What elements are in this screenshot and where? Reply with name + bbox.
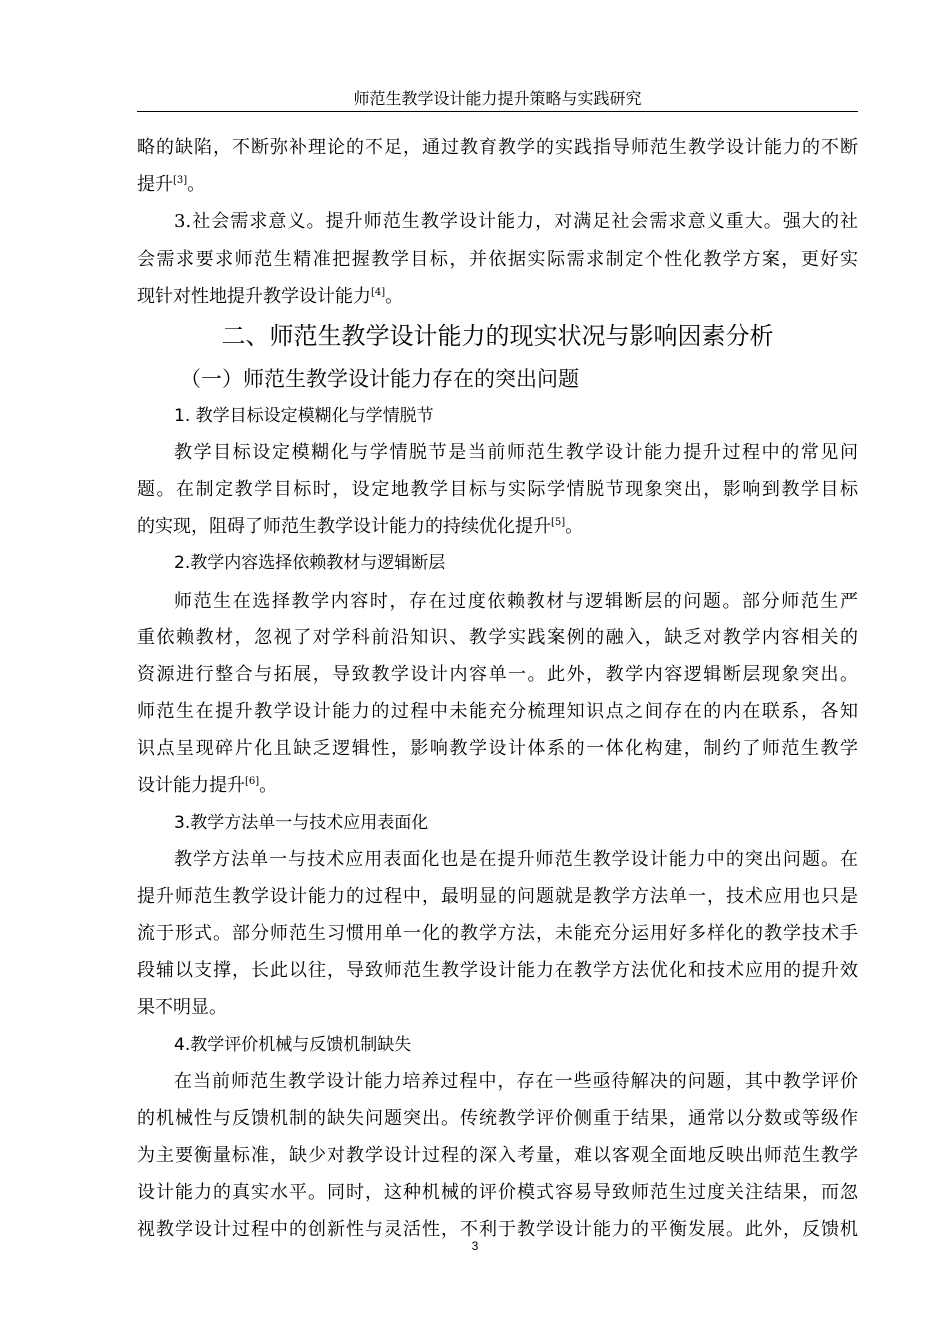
body-line: 的实现，阻碍了师范生教学设计能力的持续优化提升[5]。 (137, 516, 584, 537)
item-heading: 2.教学内容选择依赖教材与逻辑断层 (174, 553, 446, 573)
body-line: 教学目标设定模糊化与学情脱节是当前师范生教学设计能力提升过程中的常见问 (174, 442, 858, 463)
body-line: 在当前师范生教学设计能力培养过程中，存在一些亟待解决的问题，其中教学评价 (174, 1071, 858, 1092)
body-line: 设计能力的真实水平。同时，这种机械的评价模式容易导致师范生过度关注结果，而忽 (137, 1182, 858, 1203)
body-line: 提升师范生教学设计能力的过程中，最明显的问题就是教学方法单一，技术应用也只是 (137, 886, 858, 907)
body-line: 的机械性与反馈机制的缺失问题突出。传统教学评价侧重于结果，通常以分数或等级作 (137, 1108, 858, 1129)
body-line: 为主要衡量标准，缺少对教学设计过程的深入考量，难以客观全面地反映出师范生教学 (137, 1145, 858, 1166)
item-heading: 1. 教学目标设定模糊化与学情脱节 (174, 406, 434, 426)
citation: [4] (371, 287, 386, 298)
body-line: 识点呈现碎片化且缺乏逻辑性，影响教学设计体系的一体化构建，制约了师范生教学 (137, 738, 858, 759)
header-rule (137, 111, 858, 112)
item-heading: 3.教学方法单一与技术应用表面化 (174, 813, 429, 833)
body-line: 视教学设计过程中的创新性与灵活性，不利于教学设计能力的平衡发展。此外，反馈机 (137, 1219, 858, 1240)
body-line: 略的缺陷，不断弥补理论的不足，通过教育教学的实践指导师范生教学设计能力的不断 (137, 137, 858, 158)
citation: [5] (551, 517, 566, 528)
body-line: 会需求要求师范生精准把握教学目标，并依据实际需求制定个性化教学方案，更好实 (137, 249, 858, 270)
body-line: 3.社会需求意义。提升师范生教学设计能力，对满足社会需求意义重大。强大的社 (174, 211, 858, 232)
body-line: 资源进行整合与拓展，导致教学设计内容单一。此外，教学内容逻辑断层现象突出。 (137, 664, 858, 685)
page-number: 3 (471, 1239, 479, 1253)
body-line: 现针对性地提升教学设计能力[4]。 (137, 286, 404, 307)
body-line: 师范生在提升教学设计能力的过程中未能充分梳理知识点之间存在的内在联系，各知 (137, 701, 858, 722)
body-line: 流于形式。部分师范生习惯用单一化的教学方法，未能充分运用好多样化的教学技术手 (137, 923, 858, 944)
body-line: 设计能力提升[6]。 (137, 775, 278, 796)
body-line: 果不明显。 (137, 997, 227, 1018)
item-heading: 4.教学评价机械与反馈机制缺失 (174, 1035, 412, 1055)
section-heading: 二、师范生教学设计能力的现实状况与影响因素分析 (221, 322, 774, 350)
citation: [6] (245, 776, 260, 787)
body-line: 提升[3]。 (137, 174, 206, 195)
body-line: 段辅以支撑，长此以往，导致师范生教学设计能力在教学方法优化和技术应用的提升效 (137, 960, 858, 981)
running-header: 师范生教学设计能力提升策略与实践研究 (353, 89, 642, 108)
citation: [3] (173, 175, 188, 186)
body-line: 教学方法单一与技术应用表面化也是在提升师范生教学设计能力中的突出问题。在 (174, 849, 858, 870)
body-line: 题。在制定教学目标时，设定地教学目标与实际学情脱节现象突出，影响到教学目标 (137, 479, 858, 500)
body-line: 重依赖教材，忽视了对学科前沿知识、教学实践案例的融入，缺乏对教学内容相关的 (137, 627, 858, 648)
body-line: 师范生在选择教学内容时，存在过度依赖教材与逻辑断层的问题。部分师范生严 (174, 591, 858, 612)
subsection-heading: （一）师范生教学设计能力存在的突出问题 (180, 367, 579, 391)
